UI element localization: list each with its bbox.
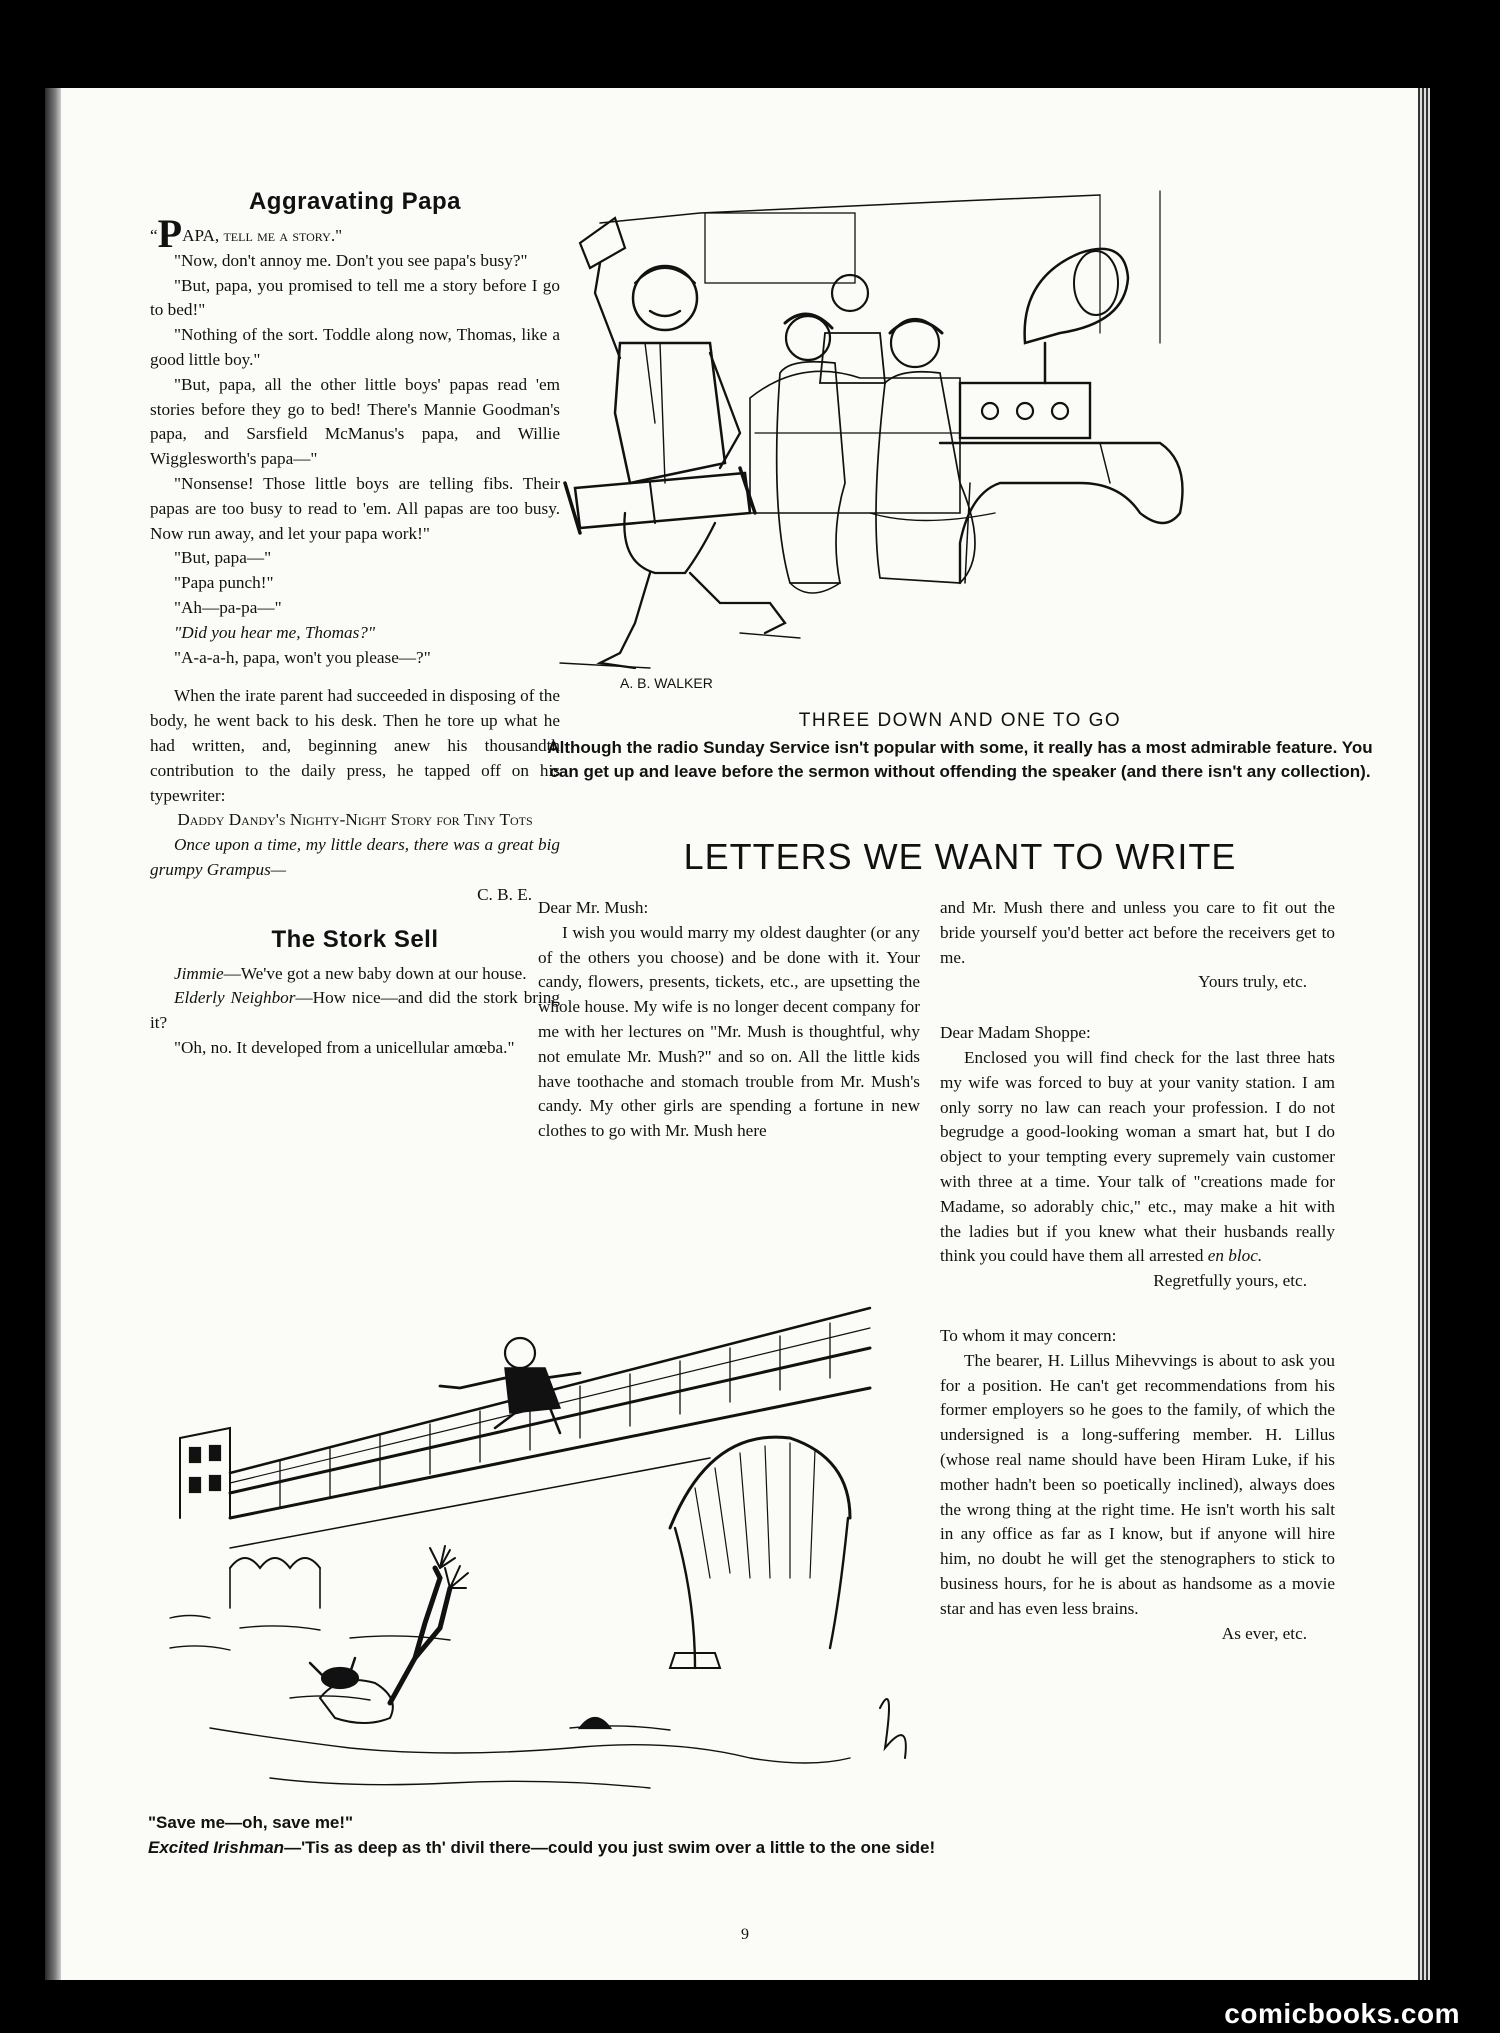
closing-paragraph: When the irate parent had succeeded in disposing of the body, he went back to his desk. Then he tore up what he had written, and, beginning anew his thousandth contribution to the daily press, he tapped off on his typewriter:: [150, 686, 560, 805]
watermark: comicbooks.com: [1224, 1998, 1460, 2029]
dialogue-line: "But, papa, all the other little boys' papas read 'em stories before they go to bed! There's Mannie Goodman's papa, and Sarsfield McManus's papa, and Willie Wigglesworth's papa—": [150, 374, 560, 469]
story-title: Daddy Dandy's Nighty-Night Story for Tiny Tots: [177, 810, 533, 830]
stork-line-2: Elderly Neighbor—How nice—and did the stork bring it?: [150, 988, 560, 1033]
dialogue-line: "A-a-a-h, papa, won't you please—?": [174, 647, 431, 667]
left-column: [150, 188, 560, 1061]
stork-sell-title: The Stork Sell: [271, 925, 439, 953]
dialogue-line: "Nothing of the sort. Toddle along now, Thomas, like a good little boy.": [150, 325, 560, 369]
drop-cap: P: [157, 211, 183, 256]
dialogue-line: "Papa punch!": [174, 573, 274, 593]
letter3-salutation: To whom it may concern:: [940, 1325, 1117, 1345]
top-cartoon-caption-title: THREE DOWN AND ONE TO GO: [798, 710, 1122, 731]
letter1-salutation: Dear Mr. Mush:: [538, 898, 649, 917]
letter2-salutation: Dear Madam Shoppe:: [940, 1023, 1091, 1043]
letter2-body: Enclosed you will find check for the last three hats my wife was forced to buy at your vanity station. I am only sorry no law can reach your profession. I do not begrudge a good-looking woman a smart hat, but I do object to your tempting every supremely vain customer with three at a time. Your talk of "creations made for Madame, so adorably chic," etc., may make a hit with the ladies but if you knew what their husbands really think you could have them all arrested en bloc.: [940, 1047, 1335, 1266]
letter3-body: The bearer, H. Lillus Mihevvings is about to ask you for a position. He can't get recommendations from his former employers so he goes to the family, of which the undersigned is a long-suffering member. H. Lillus (whose real name should have been Hiram Luke, if his mother hadn't been so poetically inclined), always does the wrong thing at the right time. He isn't worth his salt in any office as far as I know, but if anyone will hire him, no doubt he will get the stenographers to stick to business hours, for he is about as handsome as a movie star and has even less brains.: [940, 1350, 1335, 1618]
aggravating-papa-title: Aggravating Papa: [248, 188, 462, 215]
dialogue-line: "Ah—pa-pa—": [174, 597, 282, 617]
page-edge: [1418, 88, 1430, 1980]
radio-cartoon-illustration: [540, 183, 1380, 708]
dialogue-line-italic: "Did you hear me, Thomas?": [174, 622, 376, 642]
magazine-page: [45, 88, 1430, 1980]
letters-right-column: [940, 896, 1335, 1646]
letters-middle-column: [538, 896, 920, 1144]
book-spine: [45, 88, 61, 1980]
dialogue-line: "But, papa—": [174, 548, 272, 568]
letter3-closing: As ever, etc.: [1221, 1623, 1307, 1643]
dialogue-line: "But, papa, you promised to tell me a story before I go to bed!": [150, 275, 560, 320]
top-cartoon-caption-text: Although the radio Sunday Service isn't popular with some, it really has a most admirable feature. You can get up and leave before the sermon without offending the speaker (and there isn't any collection).: [547, 738, 1373, 781]
letters-headline: LETTERS WE WANT TO WRITE: [683, 836, 1237, 877]
artist-signature: A. B. WALKER: [620, 675, 713, 691]
bottom-cartoon-reply: Excited Irishman—'Tis as deep as th' divil there—could you just swim over a little to the one side!: [148, 1838, 936, 1857]
page-number: 9: [741, 1926, 749, 1943]
letter1-body: I wish you would marry my oldest daughter (or any of the others you choose) and be done with it. Your candy, flowers, presents, tickets, etc., are upsetting the whole house. My wife is no longer decent company for me with her lectures on "Mr. Mush is thoughtful, why not emulate Mr. Mush?" and so on. All the little kids have toothache and stomach trouble from Mr. Mush's candy. My other girls are spending a fortune in new clothes to go with Mr. Mush here: [538, 922, 920, 1141]
first-line: “PAPA, tell me a story.": [150, 211, 343, 256]
bottom-cartoon-caption: [148, 1810, 948, 1860]
story-opening: Once upon a time, my little dears, there was a great big grumpy Grampus—: [150, 835, 560, 879]
bottom-cartoon-quote: "Save me—oh, save me!": [148, 1813, 354, 1832]
letter2-closing: Regretfully yours, etc.: [1153, 1271, 1307, 1291]
dialogue-line: "Nonsense! Those little boys are telling fibs. Their papas are too busy to read to 'em. All papas are too busy. Now run away, and let your papa work!": [150, 473, 560, 543]
stork-line-1: Jimmie—We've got a new baby down at our house.: [174, 963, 527, 983]
author-signature: C. B. E.: [477, 884, 532, 904]
letter1-body-continued: and Mr. Mush there and unless you care to fit out the bride yourself you'd better act before the receivers get to me.: [940, 898, 1335, 967]
letter1-closing: Yours truly, etc.: [1198, 972, 1307, 992]
dialogue-line: "Now, don't annoy me. Don't you see papa's busy?": [174, 250, 528, 270]
stork-line-3: "Oh, no. It developed from a unicellular amœba.": [174, 1037, 515, 1057]
bridge-cartoon-illustration: [150, 1278, 920, 1818]
